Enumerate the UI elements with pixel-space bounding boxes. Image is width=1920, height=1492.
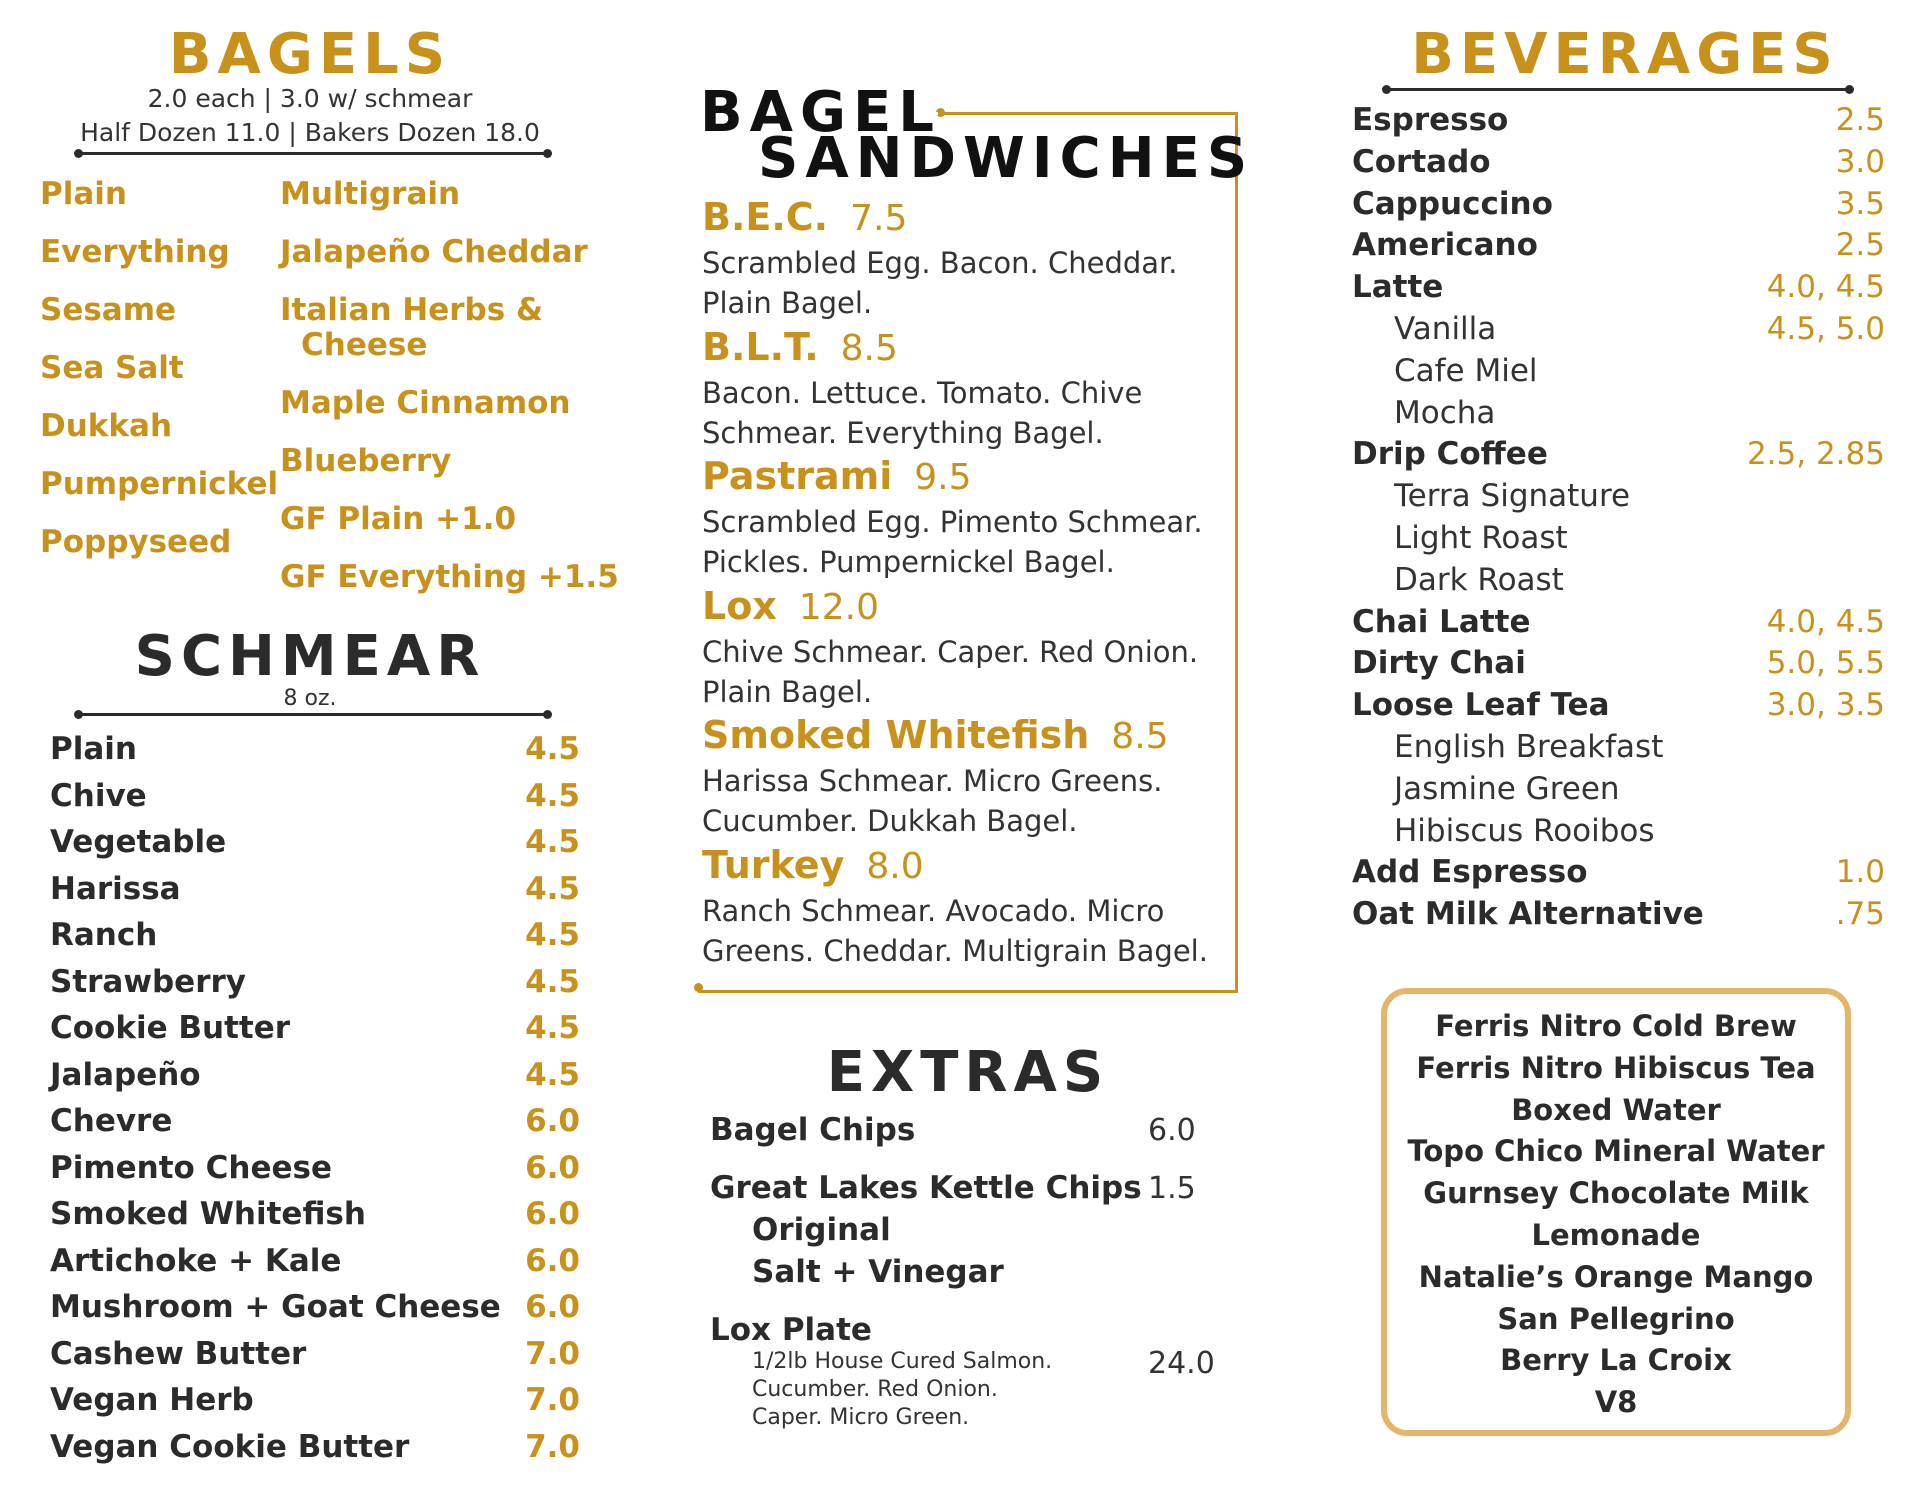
sandwich-item: [702, 713, 1169, 757]
cold-drink-item: Lemonade: [1531, 1218, 1701, 1252]
sandwich-price: 8.5: [1111, 716, 1169, 757]
extra-kettle-chips-price: 1.5: [1148, 1171, 1196, 1206]
beverage-option-name: Jasmine Green: [1394, 770, 1620, 807]
schmear-item-price: 4.5: [525, 731, 580, 767]
sandwich-item: [702, 584, 879, 628]
schmear-item-price: 4.5: [525, 824, 580, 860]
cold-drink-item: Ferris Nitro Cold Brew: [1435, 1009, 1797, 1043]
schmear-item-price: 4.5: [525, 1010, 580, 1046]
schmear-item-name: Strawberry: [50, 963, 246, 1000]
bagel-flavor: Pumpernickel: [40, 466, 279, 502]
extras-heading: EXTRAS: [826, 1040, 1110, 1105]
schmear-item-name: Vegetable: [50, 824, 227, 860]
cold-drink-item: Gurnsey Chocolate Milk: [1423, 1176, 1809, 1211]
sandwich-item: [702, 325, 898, 369]
schmear-size: 8 oz.: [283, 686, 337, 711]
schmear-item-name: Chevre: [50, 1103, 173, 1139]
sandwich-name: Pastrami: [702, 454, 893, 498]
beverage-item: [1352, 353, 1885, 395]
schmear-item: [50, 1429, 580, 1475]
beverage-item: [1352, 227, 1885, 269]
beverage-option-name: Cafe Miel: [1394, 352, 1538, 389]
bagels-divider: [78, 152, 548, 155]
sandwich-name: Smoked Whitefish: [702, 713, 1090, 757]
schmear-item-price: 6.0: [525, 1196, 580, 1232]
bagel-flavor: GF Plain +1.0: [280, 501, 517, 537]
schmear-item: [50, 1150, 580, 1196]
beverage-item: [1352, 520, 1885, 562]
beverage-item: [1352, 436, 1885, 478]
beverage-price: 3.5: [1835, 185, 1885, 222]
schmear-item: [50, 1010, 580, 1056]
bagel-flavor: Italian Herbs &: [280, 292, 544, 328]
beverage-option-name: Terra Signature: [1394, 478, 1631, 515]
schmear-item: [50, 778, 580, 824]
beverage-name: Cortado: [1352, 143, 1491, 180]
schmear-item: [50, 964, 580, 1010]
schmear-item-price: 6.0: [525, 1242, 580, 1279]
cold-drink-item: San Pellegrino: [1497, 1301, 1735, 1336]
beverage-name: Espresso: [1352, 102, 1509, 138]
bagel-flavor: Cheese: [301, 327, 428, 363]
extra-bagel-chips-price: 6.0: [1148, 1113, 1196, 1148]
extra-bagel-chips: Bagel Chips: [710, 1112, 916, 1148]
bagel-flavor: Dukkah: [40, 408, 173, 444]
sandwich-description: Ranch Schmear. Avocado. Micro: [702, 893, 1165, 928]
schmear-item: [50, 1057, 580, 1103]
bagel-flavor: Poppyseed: [40, 524, 232, 560]
cold-drink-item: V8: [1594, 1385, 1638, 1420]
bagels-heading: BAGELS: [168, 22, 452, 87]
beverage-option-name: Dark Roast: [1394, 561, 1564, 598]
sandwich-description: Cucumber. Dukkah Bagel.: [702, 804, 1078, 838]
bagel-flavor: Plain: [40, 176, 127, 212]
beverage-price: 2.5: [1835, 102, 1885, 138]
extra-lox-plate-desc: 1/2lb House Cured Salmon.: [752, 1349, 1053, 1374]
cold-drink-item: Boxed Water: [1511, 1092, 1721, 1127]
beverages-heading: BEVERAGES: [1411, 22, 1839, 87]
sandwich-description: Bacon. Lettuce. Tomato. Chive: [702, 375, 1143, 410]
beverage-item: [1352, 854, 1885, 896]
sandwich-name: Turkey: [702, 842, 845, 887]
beverage-name: Chai Latte: [1352, 603, 1531, 640]
beverage-item: [1352, 604, 1885, 646]
schmear-item-name: Chive: [50, 777, 147, 814]
sandwich-description: Chive Schmear. Caper. Red Onion.: [702, 634, 1199, 669]
beverage-item: [1352, 395, 1885, 437]
beverage-name: Loose Leaf Tea: [1352, 687, 1610, 724]
beverage-price: 3.0: [1835, 143, 1885, 180]
schmear-item-name: Cashew Butter: [50, 1335, 307, 1372]
beverage-option-name: Light Roast: [1394, 520, 1568, 556]
schmear-item-price: 4.5: [525, 870, 580, 907]
bagels-price-line-2: Half Dozen 11.0 | Bakers Dozen 18.0: [80, 118, 540, 147]
beverage-item: [1352, 186, 1885, 228]
cold-drink-item: Ferris Nitro Hibiscus Tea: [1416, 1050, 1816, 1085]
bagel-flavor: GF Everything +1.5: [280, 559, 619, 595]
beverage-item: [1352, 144, 1885, 186]
bagels-price-line-1: 2.0 each | 3.0 w/ schmear: [147, 84, 473, 113]
sandwiches-heading-line-1: BAGEL: [700, 80, 941, 145]
beverage-price: 2.5, 2.85: [1746, 436, 1885, 473]
beverage-name: Latte: [1352, 269, 1444, 306]
beverage-price: 3.0, 3.5: [1766, 687, 1885, 724]
beverage-option-name: Vanilla: [1394, 311, 1497, 347]
beverage-price: 2.5: [1835, 227, 1885, 264]
beverage-option-name: English Breakfast: [1394, 729, 1664, 765]
sandwich-item: [702, 843, 924, 887]
sandwich-price: 8.5: [840, 327, 898, 369]
schmear-item: [50, 1336, 580, 1382]
sandwich-description: Greens. Cheddar. Multigrain Bagel.: [702, 933, 1208, 968]
beverage-item: [1352, 729, 1885, 771]
beverage-option-name: Mocha: [1394, 394, 1496, 431]
beverage-price: 5.0, 5.5: [1766, 645, 1885, 682]
bagel-flavor: Sesame: [40, 292, 177, 328]
beverage-item: [1352, 478, 1885, 520]
extra-lox-plate-desc: Caper. Micro Green.: [752, 1405, 970, 1430]
schmear-item-name: Harissa: [50, 870, 181, 907]
sandwich-name: B.E.C.: [702, 195, 829, 239]
sandwich-price: 9.5: [914, 457, 972, 498]
beverage-item: [1352, 102, 1885, 144]
beverage-item: [1352, 269, 1885, 311]
sandwich-description: Scrambled Egg. Pimento Schmear.: [702, 505, 1203, 539]
schmear-item-name: Ranch: [50, 917, 158, 953]
schmear-item-name: Vegan Herb: [50, 1382, 254, 1418]
schmear-item-name: Jalapeño: [50, 1056, 201, 1093]
beverage-item: [1352, 813, 1885, 855]
schmear-item-price: 7.0: [525, 1335, 580, 1372]
schmear-item-price: 7.0: [525, 1428, 580, 1465]
beverage-price: 4.0, 4.5: [1766, 269, 1885, 306]
extra-lox-plate: Lox Plate: [710, 1312, 872, 1348]
bagel-flavor: Multigrain: [280, 176, 461, 212]
schmear-item-name: Mushroom + Goat Cheese: [50, 1289, 501, 1325]
schmear-divider: [78, 713, 548, 716]
sandwiches-heading-line-2: SANDWICHES: [758, 126, 1255, 191]
beverages-divider: [1386, 88, 1850, 91]
beverage-name: Oat Milk Alternative: [1352, 896, 1704, 933]
schmear-item: [50, 1196, 580, 1242]
sandwich-description: Harissa Schmear. Micro Greens.: [702, 764, 1163, 798]
schmear-item: [50, 1382, 580, 1428]
bagel-flavor: Everything: [40, 234, 230, 270]
schmear-item-name: Pimento Cheese: [50, 1149, 332, 1186]
schmear-item-price: 6.0: [525, 1149, 580, 1186]
beverage-item: [1352, 687, 1885, 729]
schmear-item-price: 7.0: [525, 1382, 580, 1418]
schmear-item: [50, 1243, 580, 1289]
bagel-flavor: Blueberry: [280, 443, 452, 479]
schmear-item: [50, 824, 580, 870]
beverage-item: [1352, 645, 1885, 687]
sandwich-description: Pickles. Pumpernickel Bagel.: [702, 545, 1115, 579]
sandwich-description: Schmear. Everything Bagel.: [702, 415, 1104, 450]
beverage-name: Cappuccino: [1352, 185, 1553, 222]
extra-kettle-chips-option: Original: [752, 1212, 891, 1248]
schmear-item-price: 4.5: [525, 777, 580, 814]
extra-kettle-chips-option: Salt + Vinegar: [752, 1254, 1004, 1290]
beverage-price: 4.5, 5.0: [1766, 311, 1885, 347]
sandwich-price: 12.0: [798, 586, 879, 628]
beverage-name: Add Espresso: [1352, 854, 1588, 891]
schmear-item-name: Cookie Butter: [50, 1010, 291, 1046]
schmear-item-name: Artichoke + Kale: [50, 1242, 342, 1279]
schmear-item-price: 4.5: [525, 963, 580, 1000]
bagel-flavor: Jalapeño Cheddar: [280, 234, 588, 270]
schmear-item: [50, 1289, 580, 1335]
sandwich-price: 8.0: [866, 845, 924, 887]
beverage-price: .75: [1835, 896, 1885, 933]
schmear-item-price: 6.0: [525, 1289, 580, 1325]
sandwich-description: Plain Bagel.: [702, 286, 873, 320]
beverage-item: [1352, 311, 1885, 353]
extra-kettle-chips: Great Lakes Kettle Chips: [710, 1170, 1142, 1206]
beverage-item: [1352, 896, 1885, 938]
schmear-item: [50, 1103, 580, 1149]
beverage-name: Drip Coffee: [1352, 436, 1548, 473]
beverage-price: 1.0: [1835, 854, 1885, 891]
schmear-item-name: Plain: [50, 731, 137, 767]
extra-lox-plate-desc: Cucumber. Red Onion.: [752, 1377, 998, 1402]
extra-lox-plate-price: 24.0: [1148, 1346, 1215, 1381]
schmear-heading: SCHMEAR: [134, 624, 486, 689]
schmear-item-price: 4.5: [525, 917, 580, 953]
bagel-flavor: Sea Salt: [40, 350, 184, 386]
schmear-item: [50, 731, 580, 777]
beverage-item: [1352, 771, 1885, 813]
sandwich-name: B.L.T.: [702, 324, 819, 369]
beverage-name: Americano: [1352, 227, 1538, 264]
schmear-item: [50, 917, 580, 963]
beverage-name: Dirty Chai: [1352, 645, 1526, 682]
cold-drink-item: Berry La Croix: [1500, 1343, 1732, 1378]
bagel-flavor: Maple Cinnamon: [280, 385, 571, 421]
beverage-price: 4.0, 4.5: [1766, 603, 1885, 640]
schmear-item-price: 6.0: [525, 1103, 580, 1139]
beverage-option-name: Hibiscus Rooibos: [1394, 812, 1655, 849]
sandwich-description: Plain Bagel.: [702, 674, 873, 709]
schmear-item-name: Smoked Whitefish: [50, 1196, 366, 1232]
cold-drink-item: Topo Chico Mineral Water: [1407, 1134, 1825, 1169]
frame-dot: [694, 983, 703, 992]
sandwich-name: Lox: [702, 583, 777, 628]
schmear-item-name: Vegan Cookie Butter: [50, 1428, 410, 1465]
sandwich-item: [702, 195, 907, 239]
sandwich-price: 7.5: [850, 198, 908, 239]
cold-drink-item: Natalie’s Orange Mango: [1418, 1259, 1814, 1294]
beverage-item: [1352, 562, 1885, 604]
sandwich-item: [702, 454, 972, 498]
schmear-item: [50, 871, 580, 917]
schmear-item-price: 4.5: [525, 1056, 580, 1093]
sandwich-description: Scrambled Egg. Bacon. Cheddar.: [702, 246, 1178, 280]
